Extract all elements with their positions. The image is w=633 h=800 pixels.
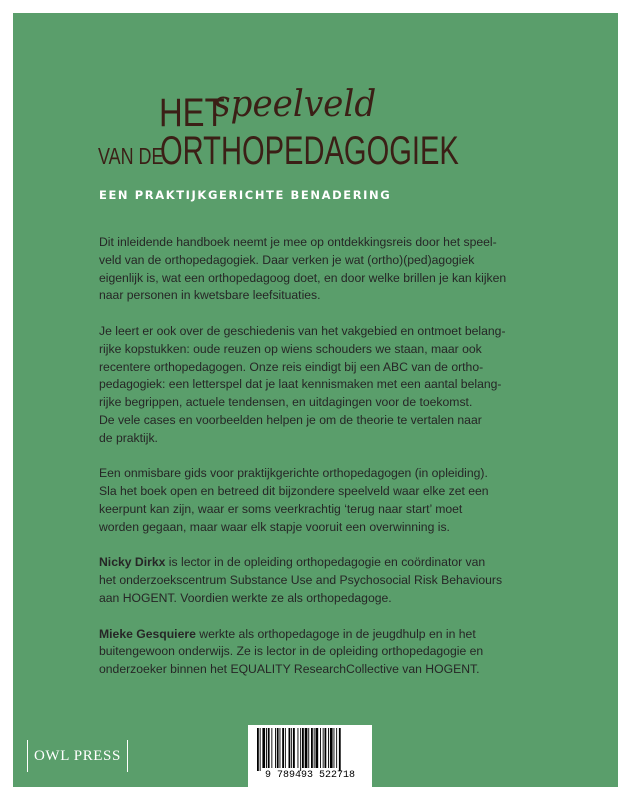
barcode-bars [248,725,372,771]
text-line: de praktijk. [99,430,158,445]
author-name: Mieke Gesquiere [99,626,196,641]
barcode-bar [271,728,272,768]
text-line: pedagogiek: een letterspel dat je laat kennismaken met een aantal belang- [99,377,502,392]
barcode-bar [285,728,286,768]
text-line [99,554,569,572]
text-line [99,626,569,644]
barcode-bar [330,728,333,768]
text-line: aan HOGENT. Voordien werkte ze als orthopedagoge. [99,590,392,605]
blurb-paragraph-1 [99,234,569,305]
barcode-bar [298,728,299,768]
barcode-bar [311,728,313,768]
barcode-bar [328,728,329,768]
barcode-bar [289,728,291,768]
author-bio-text: is lector in de opleiding orthopedagogie en coördinator van [165,555,486,570]
barcode-bar [339,728,341,771]
blurb-paragraph-2 [99,323,569,448]
publisher-logo: OWL PRESS [27,740,128,772]
text-line: worden gegaan, maar waar elk stapje vooruit een overwinning is. [99,519,450,534]
text-line: naar personen in kwetsbare leefsituaties. [99,288,321,303]
barcode-bar [282,728,284,768]
barcode-bar [266,728,267,768]
barcode-bar [268,728,270,768]
text-line: Sla het boek open en betreed dit bijzondere speelveld waar elke zet een [99,484,489,499]
barcode-bar [277,728,279,768]
text-line: De vele cases en voorbeelden helpen je om de theorie te vertalen naar [99,412,482,427]
barcode-bar [316,728,319,768]
isbn-barcode [248,725,372,787]
title-het: HET [159,91,225,135]
title-van-de: VAN DE [98,143,164,169]
author-bio-text: werkte als orthopedagoge in de jeugdhulp en in het [195,626,476,641]
text-line: keerpunt kan zijn, waar er soms veerkrachtig ‘terug naar start’ moet [99,501,463,516]
text-line: eigenlijk is, wat een orthopedagoog doet, en door welke brillen je kan kijken [99,270,507,285]
barcode-bar [280,728,281,768]
book-back-cover [13,13,618,787]
isbn-digits: 9 789493 522718 [264,770,355,781]
barcode-bar [291,728,292,768]
barcode-bar [320,728,321,768]
barcode-bar [262,728,265,768]
barcode-bar [336,728,337,768]
book-subtitle: EEN PRAKTIJKGERICHTE BENADERING [99,188,392,202]
text-line: recentere orthopedagogen. Onze reis eindigt bij een ABC van de ortho- [99,359,484,374]
barcode-bar [293,728,295,768]
barcode-bar [302,728,304,768]
text-line: rijke kopstukken: oude reuzen op wiens schouders we staan, maar ook [99,341,482,356]
title-speelveld: speelveld [213,84,377,125]
text-line: rijke begrippen, actuele tendensen, en uitdagingen voor de toekomst. [99,395,473,410]
barcode-bar [257,728,259,771]
text-line: onderzoeker binnen het EQUALITY ResearchCollective van HOGENT. [99,662,480,677]
text-line: Dit inleidende handboek neemt je mee op ontdekkingsreis door het speel- [99,235,497,249]
barcode-bar [314,728,315,768]
barcode-bar [325,728,327,768]
barcode-bar [308,728,309,768]
text-line: Je leert er ook over de geschiedenis van het vakgebied en ontmoet belang- [99,323,506,338]
text-line: Een onmisbare gids voor praktijkgerichte orthopedagogen (in opleiding). [99,466,488,481]
blurb [99,234,569,697]
author-bio-2 [99,626,569,679]
title-orthopedagogiek: ORTHOPEDAGOGIEK [160,129,459,173]
barcode-bar [260,728,261,771]
barcode-bar [334,728,335,768]
barcode-bar [275,728,276,768]
text-line: veld van de orthopedagogiek. Daar verken je wat (ortho)(ped)agogiek [99,252,475,267]
barcode-bar [300,728,301,771]
barcode-bar [323,728,324,768]
barcode-bar [305,728,308,768]
blurb-paragraph-3 [99,465,569,536]
text-line: het onderzoekscentrum Substance Use and Psychosocial Risk Behaviours [99,573,503,588]
author-name: Nicky Dirkx [99,555,166,570]
text-line: buitengewoon onderwijs. Ze is lector in de opleiding orthopedagogie en [99,644,484,659]
author-bio-1 [99,554,569,607]
